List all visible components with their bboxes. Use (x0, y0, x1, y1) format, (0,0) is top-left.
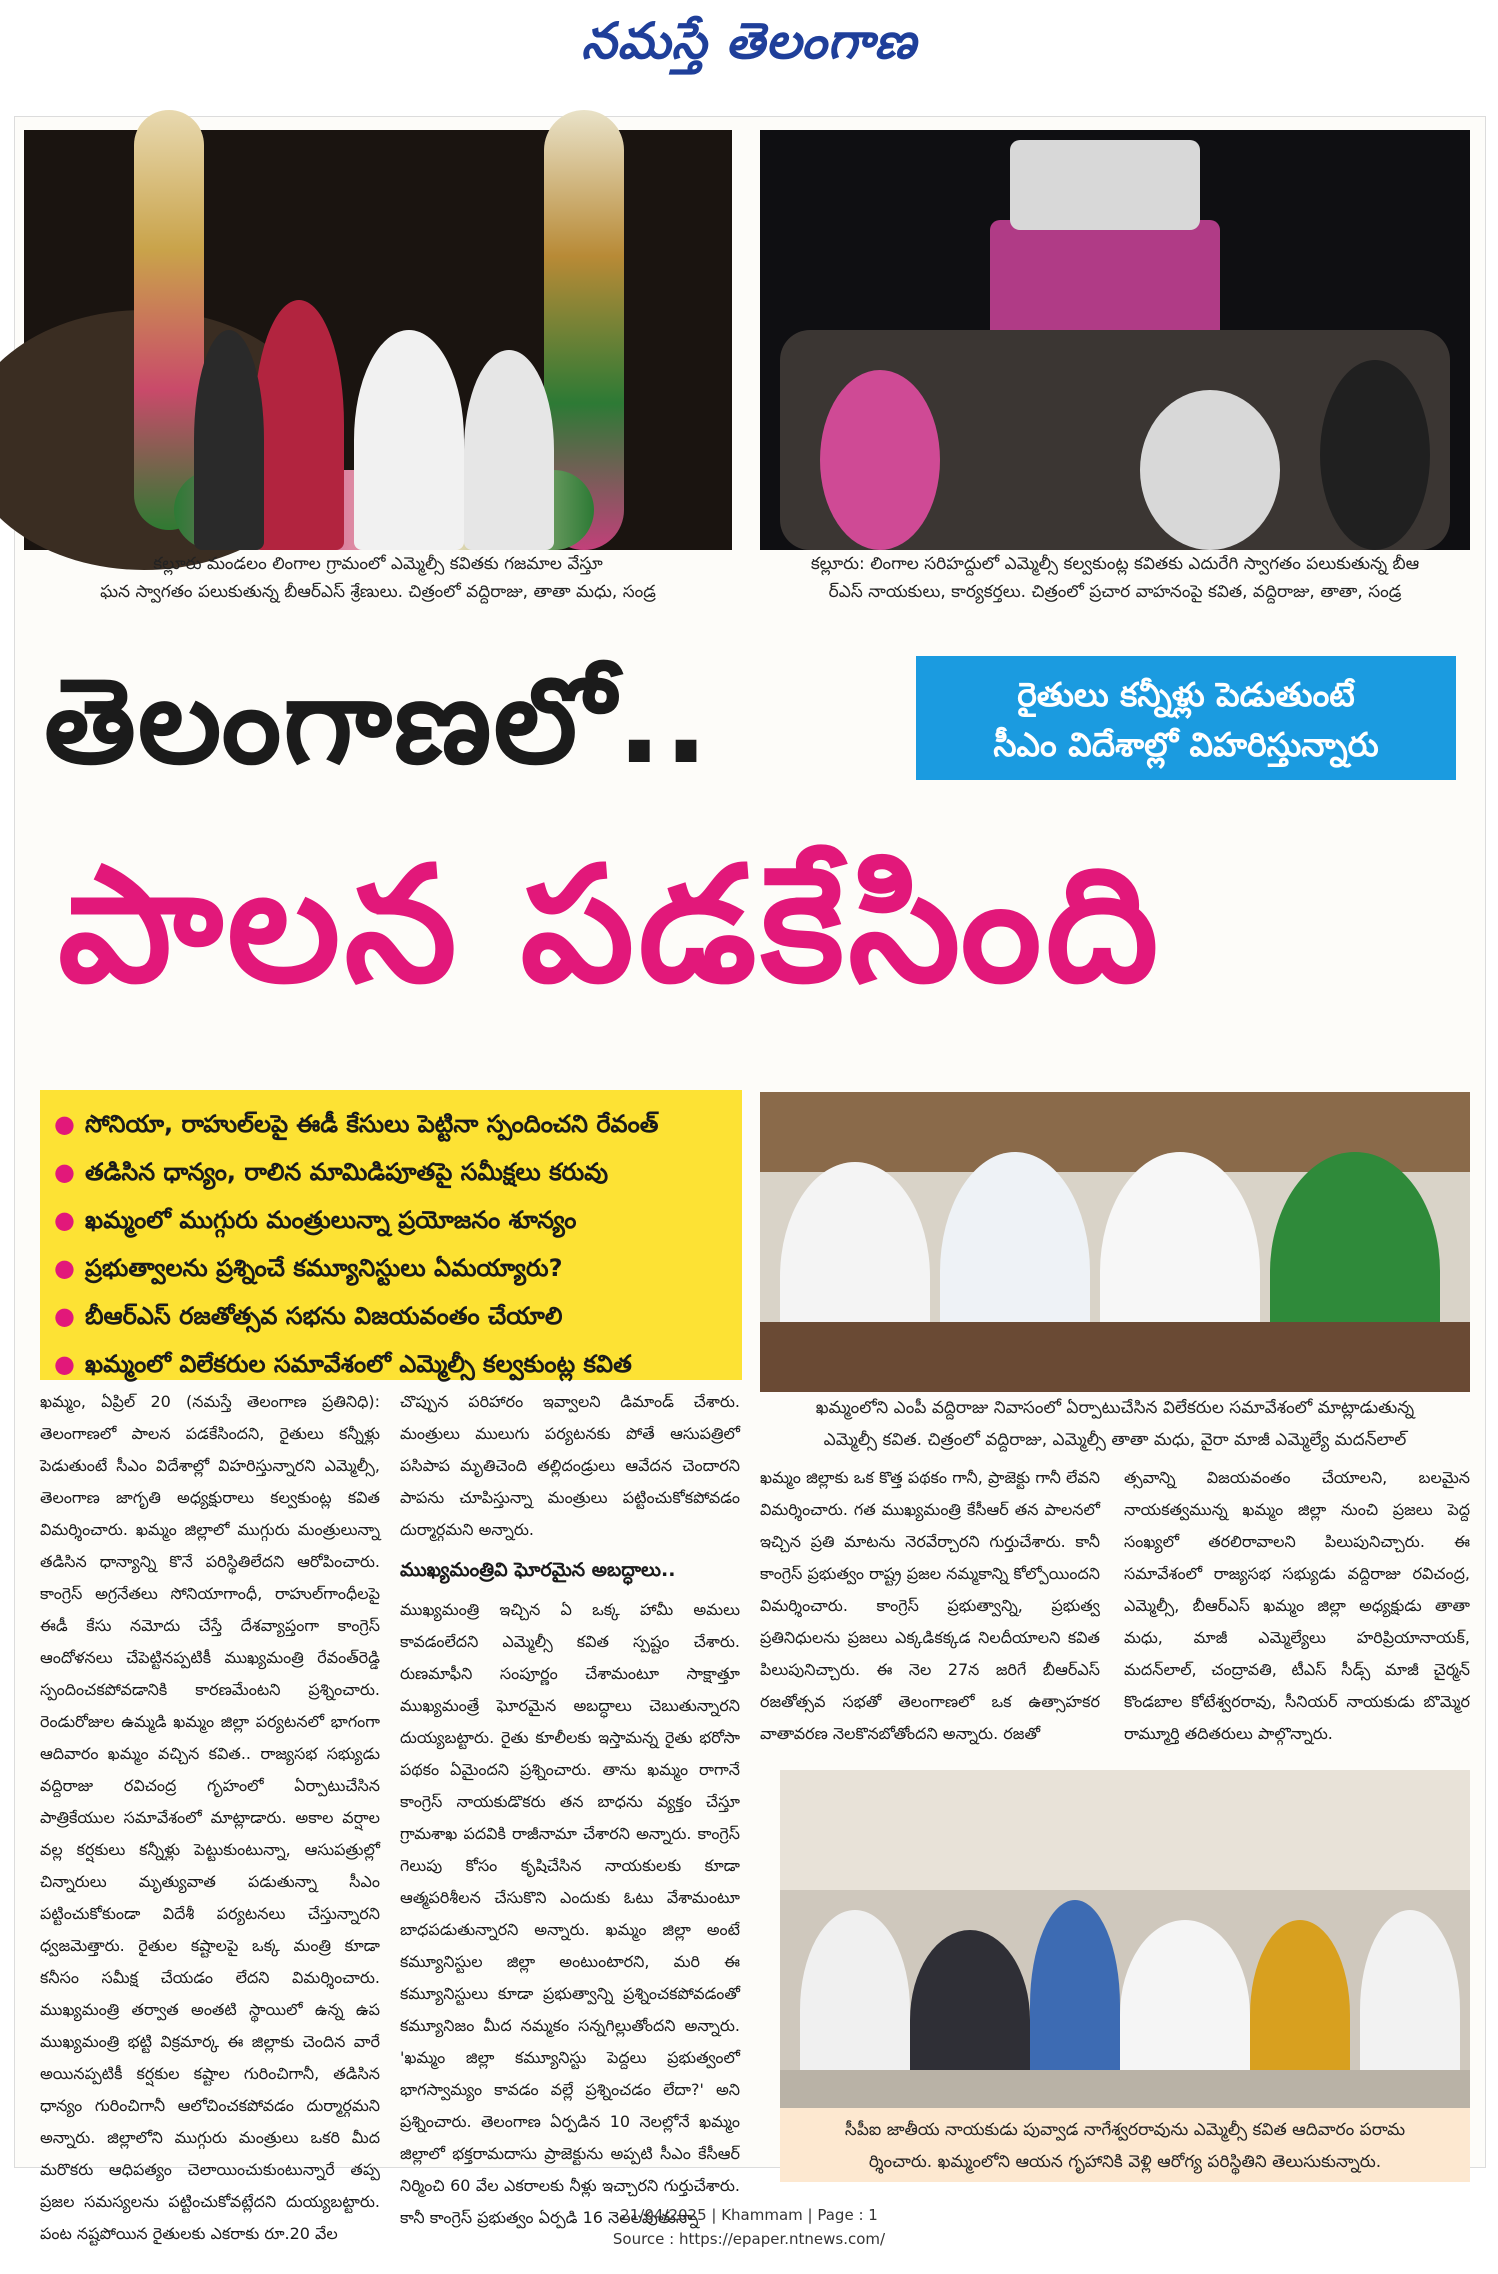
article-column-1 (40, 1386, 380, 2243)
bullet-dot-icon: ● (54, 1206, 75, 1234)
article-column-3 (760, 1462, 1100, 1752)
highlight-item (54, 1244, 728, 1292)
photo-garland-caption (24, 550, 732, 606)
highlight-text: బీఆర్ఎస్ రజతోత్సవ సభను విజయవంతం చేయాలి (84, 1302, 563, 1330)
caption-line: కల్లూరు మండలం లింగాల గ్రామంలో ఎమ్మెల్సీ కవితకు గజమాల వేస్తూ (153, 554, 603, 574)
photo-press-meet (760, 1092, 1470, 1388)
caption-line: సీపీఐ జాతీయ నాయకుడు పువ్వాడ నాగేశ్వరరావును ఎమ్మెల్సీ కవిత ఆదివారం పరామ (844, 2120, 1406, 2140)
photo-house-visit (780, 1770, 1470, 2108)
photo-garland-welcome (24, 130, 732, 550)
article-paragraph: త్సవాన్ని విజయవంతం చేయాలని, బలమైన నాయకత్వమున్న ఖమ్మం జిల్లా నుంచి ప్రజలు పెద్ద సంఖ్యలో తరలిరావాలని పిలుపునిచ్చారు. ఈ సమావేశంలో రాజ్యసభ సభ్యుడు వద్దిరాజు రవిచంద్ర, ఎమ్మెల్సీ, బీఆర్ఎస్ ఖమ్మం జిల్లా అధ్యక్షుడు తాతా మధు, మాజీ ఎమ్మెల్యేలు హరిప్రియానాయక్, మదన్‌లాల్, చంద్రావతి, టీఎస్ సీడ్స్ మాజీ చైర్మన్ కొండబాల కోటేశ్వరరావు, సీనియర్ నాయకుడు బొమ్మెర రామ్మూర్తి తదితరులు పాల్గొన్నారు. (1124, 1468, 1470, 1743)
photo-house-visit-caption (780, 2108, 1470, 2182)
caption-line: ర్శించారు. ఖమ్మంలోని ఆయన గృహానికి వెళ్లి ఆరోగ్య పరిస్థితిని తెలుసుకున్నారు. (868, 2152, 1382, 2172)
bullet-dot-icon: ● (54, 1158, 75, 1186)
bullet-dot-icon: ● (54, 1350, 75, 1378)
masthead (0, 6, 1498, 76)
highlight-text: సోనియా, రాహుల్‌లపై ఈడీ కేసులు పెట్టినా స్పందించని రేవంత్ (84, 1110, 659, 1138)
article-column-4 (1124, 1462, 1470, 1752)
headline-kicker (916, 656, 1456, 780)
headline-line2: పాలన పడకేసింది (58, 831, 1163, 1018)
masthead-title: నమస్తే తెలంగాణ (581, 12, 917, 70)
article-column-2 (400, 1386, 740, 2227)
highlights-box (40, 1090, 742, 1380)
article-paragraph: ఖమ్మం జిల్లాకు ఒక కొత్త పథకం గానీ, ప్రాజెక్టు గానీ లేవని విమర్శించారు. గత ముఖ్యమంత్రి కేసీఆర్ తన పాలనలో ఇచ్చిన ప్రతి మాటను నెరవేర్చారని గుర్తుచేశారు. కానీ కాంగ్రెస్ ప్రభుత్వం రాష్ట్ర ప్రజల నమ్మకాన్ని కోల్పోయిందని విమర్శించారు. కాంగ్రెస్ ప్రభుత్వాన్ని, ప్రభుత్వ ప్రతినిధులను ప్రజలు ఎక్కడికక్కడ నిలదీయాలని కవిత పిలుపునిచ్చారు. ఈ నెల 27న జరిగే బీఆర్ఎస్ రజతోత్సవ సభతో తెలంగాణలో ఒక ఉత్సాహకర వాతావరణ నెలకొనబోతోందని అన్నారు. రజతో (760, 1468, 1100, 1743)
highlight-text: ఖమ్మంలో విలేకరుల సమావేశంలో ఎమ్మెల్సీ కల్వకుంట్ల కవిత (84, 1350, 632, 1378)
article-paragraph: ముఖ్యమంత్రి ఇచ్చిన ఏ ఒక్క హామీ అమలు కావడంలేదని ఎమ్మెల్సీ కవిత స్పష్టం చేశారు. రుణమాఫీని సంపూర్ణం చేశామంటూ సాక్షాత్తూ ముఖ్యమంత్రే ఘోరమైన అబద్ధాలు చెబుతున్నారని దుయ్యబట్టారు. రైతు కూలీలకు ఇస్తామన్న రైతు భరోసా పథకం ఏమైందని ప్రశ్నించారు. తాను ఖమ్మం రాగానే కాంగ్రెస్ నాయకుడొకరు తన బాధను వ్యక్తం చేస్తూ గ్రామశాఖ పదవికి రాజీనామా చేశారని అన్నారు. కాంగ్రెస్ గెలుపు కోసం కృషిచేసిన నాయకులకు కూడా ఆత్మపరిశీలన చేసుకొని ఎందుకు ఓటు వేశామంటూ బాధపడుతున్నారని అన్నారు. ఖమ్మం జిల్లా అంటే కమ్యూనిస్టుల జిల్లా అంటుంటారని, మరి ఈ కమ్యూనిస్టులు కూడా ప్రభుత్వాన్ని ప్రశ్నించకపోవడంతో కమ్యూనిజం మీద నమ్మకం సన్నగిల్లుతోందని అన్నారు. 'ఖమ్మం జిల్లా కమ్యూనిస్టు పెద్దలు ప్రభుత్వంలో భాగస్వామ్యం కావడం వల్లే ప్రశ్నించడం లేదా?' అని ప్రశ్నించారు. తెలంగాణ ఏర్పడిన 10 నెలల్లోనే ఖమ్మం జిల్లాలో భక్తరామదాసు ప్రాజెక్టును అప్పటి సీఎం కేసీఆర్ నిర్మించి 60 వేల ఎకరాలకు నీళ్లు ఇచ్చారని గుర్తుచేశారు. కానీ కాంగ్రెస్ ప్రభుత్వం ఏర్పడి 16 నెలలవుతున్నా (400, 1600, 740, 2227)
caption-line: కల్లూరు: లింగాల సరిహద్దులో ఎమ్మెల్సీ కల్వకుంట్ల కవితకు ఎదురేగి స్వాగతం పలుకుతున్న బీఆ (810, 554, 1420, 574)
kicker-line: సీఎం విదేశాల్లో విహరిస్తున్నారు (993, 725, 1379, 764)
highlight-item (54, 1196, 728, 1244)
photo-campaign-caption (760, 550, 1470, 606)
headline-line1: తెలంగాణలో.. (44, 652, 711, 790)
caption-line: ర్ఎస్ నాయకులు, కార్యకర్తలు. చిత్రంలో ప్రచార వాహనంపై కవిత, వద్దిరాజు, తాతా, సండ్ర (828, 582, 1402, 602)
highlight-item (54, 1100, 728, 1148)
highlight-text: ప్రభుత్వాలను ప్రశ్నించే కమ్యూనిస్టులు ఏమయ్యారు? (84, 1254, 563, 1282)
highlight-item (54, 1340, 728, 1388)
photo-campaign-vehicle (760, 130, 1470, 550)
highlight-text: తడిసిన ధాన్యం, రాలిన మామిడిపూతపై సమీక్షలు కరువు (84, 1158, 609, 1186)
photo-press-meet-caption (760, 1392, 1470, 1456)
highlight-item (54, 1148, 728, 1196)
footer-edition-info: 21/04/2025 | Khammam | Page : 1 (620, 2206, 878, 2224)
highlight-text: ఖమ్మంలో ముగ్గురు మంత్రులున్నా ప్రయోజనం శూన్యం (84, 1206, 577, 1234)
bullet-dot-icon: ● (54, 1302, 75, 1330)
caption-line: ఎమ్మెల్సీ కవిత. చిత్రంలో వద్దిరాజు, ఎమ్మెల్సీ తాతా మధు, వైరా మాజీ ఎమ్మెల్యే మదన్‌లాల్ (823, 1430, 1407, 1450)
caption-line: ఘన స్వాగతం పలుకుతున్న బీఆర్ఎస్ శ్రేణులు. చిత్రంలో వద్దిరాజు, తాతా మధు, సండ్ర (100, 582, 656, 602)
article-paragraph: ఖమ్మం, ఏప్రిల్ 20 (నమస్తే తెలంగాణ ప్రతినిధి): తెలంగాణలో పాలన పడకేసిందని, రైతులు కన్నీళ్లు పెడుతుంటే సీఎం విదేశాల్లో విహరిస్తున్నారని ఎమ్మెల్సీ, తెలంగాణ జాగృతి అధ్యక్షురాలు కల్వకుంట్ల కవిత విమర్శించారు. ఖమ్మం జిల్లాలో ముగ్గురు మంత్రులున్నా తడిసిన ధాన్యాన్ని కొనే పరిస్థితిలేదని ఆరోపించారు. కాంగ్రెస్ అగ్రనేతలు సోనియాగాంధీ, రాహుల్‌గాంధీలపై ఈడీ కేసు నమోదు చేస్తే దేశవ్యాప్తంగా కాంగ్రెస్ ఆందోళనలు చేపెట్టినప్పటికీ ముఖ్యమంత్రి రేవంత్‌రెడ్డి స్పందించకపోవడానికి కారణమేంటని ప్రశ్నించారు. రెండురోజుల ఉమ్మడి ఖమ్మం జిల్లా పర్యటనలో భాగంగా ఆదివారం ఖమ్మం వచ్చిన కవిత.. రాజ్యసభ సభ్యుడు వద్దిరాజు రవిచంద్ర గృహంలో ఏర్పాటుచేసిన పాత్రికేయుల సమావేశంలో మాట్లాడారు. అకాల వర్షాల వల్ల కర్షకులు కన్నీళ్లు పెట్టుకుంటున్నా, ఆసుపత్రుల్లో చిన్నారులు మృత్యువాత పడుతున్నా సీఎం పట్టించుకోకుండా విదేశీ పర్యటనలు చేస్తున్నారని ధ్వజమెత్తారు. రైతుల కష్టాలపై ఒక్క మంత్రి కూడా కనీసం సమీక్ష చేయడం లేదని విమర్శించారు. ముఖ్యమంత్రి తర్వాత అంతటి స్థాయిలో ఉన్న ఉప ముఖ్యమంత్రి భట్టి విక్రమార్క ఈ జిల్లాకు చెందిన వారే అయినప్పటికీ కర్షకుల కష్టాల గురించిగానీ, తడిసిన ధాన్యం గురించిగానీ ఆలోచించకపోవడం దుర్మార్గమని అన్నారు. జిల్లాలోని ముగ్గురు మంత్రులు ఒకరి మీద మరొకరు ఆధిపత్యం చెలాయించుకుంటున్నారే తప్ప ప్రజల సమస్యలను పట్టించుకోవట్లేదని దుయ్యబట్టారు. పంట నష్టపోయిన రైతులకు ఎకరాకు రూ.20 వేల (40, 1392, 380, 2243)
article-paragraph: చొప్పున పరిహారం ఇవ్వాలని డిమాండ్ చేశారు. మంత్రులు ములుగు పర్యటనకు పోతే ఆసుపత్రిలో పసిపాప మృతిచెంది తల్లిదండ్రులు ఆవేదన చెందారని పాపను చూపిస్తున్నా మంత్రులు పట్టించుకోకపోవడం దుర్మార్గమని అన్నారు. (400, 1392, 740, 1539)
caption-line: ఖమ్మంలోని ఎంపీ వద్దిరాజు నివాసంలో ఏర్పాటుచేసిన విలేకరుల సమావేశంలో మాట్లాడుతున్న (815, 1398, 1415, 1418)
article-subheading: ముఖ్యమంత్రివి ఘోరమైన అబద్ధాలు.. (400, 1559, 676, 1581)
highlight-item (54, 1292, 728, 1340)
bullet-dot-icon: ● (54, 1254, 75, 1282)
footer-source-link[interactable]: Source : https://epaper.ntnews.com/ (612, 2230, 886, 2248)
kicker-line: రైతులు కన్నీళ్లు పెడుతుంటే (1017, 675, 1355, 714)
bullet-dot-icon: ● (54, 1110, 75, 1138)
